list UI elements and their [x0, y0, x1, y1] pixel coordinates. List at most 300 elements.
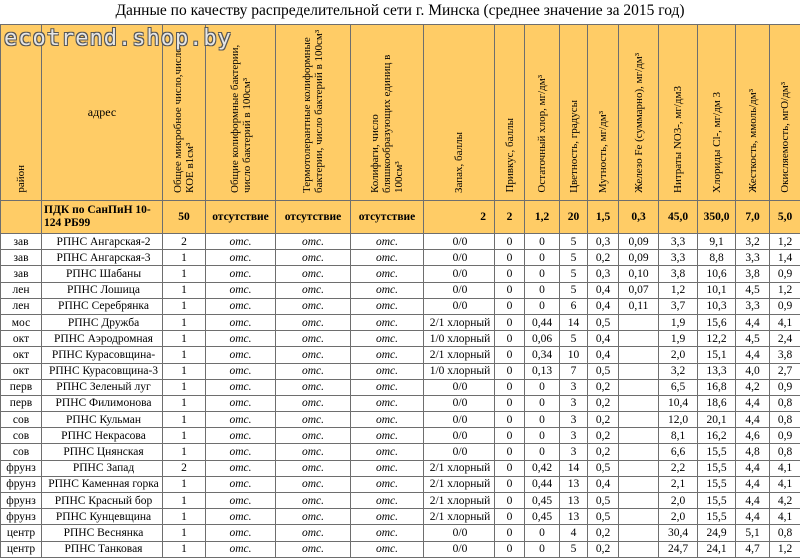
address-cell: РПНС Филимонова: [42, 395, 163, 411]
chlorides-cell: 20,1: [698, 412, 736, 428]
color-cell: 3: [560, 412, 588, 428]
district-cell: фрунз: [1, 493, 42, 509]
coliform-cell: отс.: [206, 250, 276, 266]
color-cell: 4: [560, 525, 588, 541]
chlorides-cell: 15,5: [698, 493, 736, 509]
district-cell: сов: [1, 444, 42, 460]
coliform-cell: отс.: [206, 460, 276, 476]
table-row: [1, 395, 800, 411]
microbial-cell: 1: [163, 509, 206, 525]
iron-cell: [619, 476, 659, 492]
hardness-cell: 4,7: [736, 541, 770, 557]
color-cell: 3: [560, 395, 588, 411]
coliform-cell: отс.: [206, 444, 276, 460]
color-cell: 13: [560, 509, 588, 525]
microbial-cell: 1: [163, 444, 206, 460]
thermotolerant-cell: отс.: [276, 541, 351, 557]
thermotolerant-cell: отс.: [276, 428, 351, 444]
col-header-thermotolerant: Термотолерантные колиформные бактерии, число бактерий в 100см³: [276, 25, 351, 201]
turbidity-cell: 0,2: [588, 428, 619, 444]
turbidity-cell: 0,2: [588, 395, 619, 411]
taste-cell: 0: [495, 395, 525, 411]
hardness-cell: 4,4: [736, 314, 770, 330]
coliphages-cell: отс.: [351, 476, 424, 492]
col-header-oxidizability: Окисляемость, мгО/дм³: [770, 25, 800, 201]
coliphages-cell: отс.: [351, 250, 424, 266]
thermotolerant-cell: отс.: [276, 509, 351, 525]
iron-cell: [619, 541, 659, 557]
chlorides-cell: 24,9: [698, 525, 736, 541]
table-row: [1, 428, 800, 444]
taste-cell: 0: [495, 250, 525, 266]
iron-cell: [619, 347, 659, 363]
chlorine-cell: 0,45: [525, 493, 560, 509]
district-cell: зав: [1, 234, 42, 250]
iron-cell: [619, 444, 659, 460]
district-cell: зав: [1, 250, 42, 266]
thermotolerant-cell: отс.: [276, 525, 351, 541]
address-cell: РПНС Шабаны: [42, 266, 163, 282]
chlorine-cell: 0,34: [525, 347, 560, 363]
col-header-odor: Запах, баллы: [424, 25, 495, 201]
oxidizability-cell: 3,8: [770, 347, 800, 363]
district-cell: сов: [1, 428, 42, 444]
nitrates-cell: 24,7: [659, 541, 698, 557]
color-cell: 7: [560, 363, 588, 379]
thermotolerant-cell: отс.: [276, 363, 351, 379]
color-cell: 5: [560, 234, 588, 250]
address-cell: РПНС Запад: [42, 460, 163, 476]
table-row: [1, 282, 800, 298]
col-header-taste: Привкус, баллы: [495, 25, 525, 201]
microbial-cell: 1: [163, 266, 206, 282]
table-row: [1, 266, 800, 282]
turbidity-cell: 0,4: [588, 476, 619, 492]
coliform-cell: отс.: [206, 379, 276, 395]
microbial-cell: 1: [163, 282, 206, 298]
color-cell: 3: [560, 428, 588, 444]
odor-cell: 0/0: [424, 379, 495, 395]
turbidity-cell: 0,2: [588, 525, 619, 541]
chlorides-cell: 15,5: [698, 476, 736, 492]
coliphages-cell: отс.: [351, 493, 424, 509]
pdk-value: 0,3: [619, 201, 659, 234]
coliform-cell: отс.: [206, 282, 276, 298]
chlorides-cell: 15,5: [698, 460, 736, 476]
odor-cell: 2/1 хлорный: [424, 476, 495, 492]
pdk-value: 2: [424, 201, 495, 234]
chlorine-cell: 0,13: [525, 363, 560, 379]
district-cell: перв: [1, 395, 42, 411]
hardness-cell: 4,4: [736, 460, 770, 476]
address-cell: РПНС Зеленый луг: [42, 379, 163, 395]
chlorides-cell: 8,8: [698, 250, 736, 266]
coliform-cell: отс.: [206, 395, 276, 411]
color-cell: 14: [560, 460, 588, 476]
chlorides-cell: 10,6: [698, 266, 736, 282]
odor-cell: 0/0: [424, 541, 495, 557]
chlorides-cell: 12,2: [698, 331, 736, 347]
coliphages-cell: отс.: [351, 509, 424, 525]
address-cell: РПНС Курасовщина-: [42, 347, 163, 363]
nitrates-cell: 2,0: [659, 493, 698, 509]
microbial-cell: 1: [163, 412, 206, 428]
nitrates-cell: 1,9: [659, 331, 698, 347]
chlorine-cell: 0: [525, 282, 560, 298]
color-cell: 6: [560, 298, 588, 314]
turbidity-cell: 0,4: [588, 331, 619, 347]
address-cell: РПНС Серебрянка: [42, 298, 163, 314]
hardness-cell: 5,1: [736, 525, 770, 541]
nitrates-cell: 1,2: [659, 282, 698, 298]
hardness-cell: 4,5: [736, 331, 770, 347]
iron-cell: 0,09: [619, 234, 659, 250]
taste-cell: 0: [495, 379, 525, 395]
coliphages-cell: отс.: [351, 234, 424, 250]
hardness-cell: 4,2: [736, 379, 770, 395]
odor-cell: 0/0: [424, 250, 495, 266]
turbidity-cell: 0,2: [588, 412, 619, 428]
odor-cell: 2/1 хлорный: [424, 460, 495, 476]
turbidity-cell: 0,2: [588, 541, 619, 557]
turbidity-cell: 0,3: [588, 234, 619, 250]
chlorine-cell: 0: [525, 444, 560, 460]
hardness-cell: 4,4: [736, 395, 770, 411]
coliphages-cell: отс.: [351, 525, 424, 541]
iron-cell: [619, 395, 659, 411]
nitrates-cell: 3,8: [659, 266, 698, 282]
chlorine-cell: 0,45: [525, 509, 560, 525]
microbial-cell: 2: [163, 460, 206, 476]
district-cell: фрунз: [1, 476, 42, 492]
chlorine-cell: 0: [525, 412, 560, 428]
pdk-value: 45,0: [659, 201, 698, 234]
coliform-cell: отс.: [206, 412, 276, 428]
odor-cell: 0/0: [424, 234, 495, 250]
address-cell: РПНС Цнянская: [42, 444, 163, 460]
coliform-cell: отс.: [206, 331, 276, 347]
taste-cell: 0: [495, 363, 525, 379]
turbidity-cell: 0,5: [588, 509, 619, 525]
coliphages-cell: отс.: [351, 282, 424, 298]
nitrates-cell: 6,5: [659, 379, 698, 395]
microbial-cell: 1: [163, 428, 206, 444]
nitrates-cell: 3,2: [659, 363, 698, 379]
chlorine-cell: 0: [525, 266, 560, 282]
chlorine-cell: 0: [525, 250, 560, 266]
hardness-cell: 4,5: [736, 282, 770, 298]
chlorine-cell: 0,44: [525, 314, 560, 330]
color-cell: 5: [560, 282, 588, 298]
microbial-cell: 1: [163, 314, 206, 330]
nitrates-cell: 3,3: [659, 234, 698, 250]
microbial-cell: 1: [163, 250, 206, 266]
hardness-cell: 4,8: [736, 444, 770, 460]
oxidizability-cell: 1,2: [770, 234, 800, 250]
iron-cell: [619, 428, 659, 444]
table-row: [1, 509, 800, 525]
taste-cell: 0: [495, 266, 525, 282]
coliform-cell: отс.: [206, 476, 276, 492]
coliphages-cell: отс.: [351, 460, 424, 476]
taste-cell: 0: [495, 525, 525, 541]
chlorine-cell: 0: [525, 428, 560, 444]
odor-cell: 0/0: [424, 266, 495, 282]
coliform-cell: отс.: [206, 525, 276, 541]
col-header-hardness: Жесткость, ммоль/дм³: [736, 25, 770, 201]
address-cell: РПНС Ангарская-2: [42, 234, 163, 250]
address-cell: РПНС Кульман: [42, 412, 163, 428]
pdk-value: 2: [495, 201, 525, 234]
oxidizability-cell: 0,9: [770, 428, 800, 444]
chlorides-cell: 9,1: [698, 234, 736, 250]
coliform-cell: отс.: [206, 314, 276, 330]
district-cell: окт: [1, 347, 42, 363]
turbidity-cell: 0,5: [588, 314, 619, 330]
address-cell: РПНС Некрасова: [42, 428, 163, 444]
hardness-cell: 4,4: [736, 412, 770, 428]
iron-cell: [619, 363, 659, 379]
microbial-cell: 2: [163, 234, 206, 250]
col-header-coliphages: Колифаги, число бляшкообразующих единиц в 100см³: [351, 25, 424, 201]
pdk-value: 350,0: [698, 201, 736, 234]
odor-cell: 0/0: [424, 444, 495, 460]
hardness-cell: 4,0: [736, 363, 770, 379]
iron-cell: [619, 493, 659, 509]
col-header-district: район: [1, 25, 42, 201]
thermotolerant-cell: отс.: [276, 444, 351, 460]
hardness-cell: 3,2: [736, 234, 770, 250]
col-header-color: Цветность, градусы: [560, 25, 588, 201]
chlorides-cell: 24,1: [698, 541, 736, 557]
taste-cell: 0: [495, 444, 525, 460]
microbial-cell: 1: [163, 298, 206, 314]
iron-cell: 0,10: [619, 266, 659, 282]
chlorine-cell: 0: [525, 541, 560, 557]
address-cell: РПНС Кунцевщина: [42, 509, 163, 525]
chlorine-cell: 0: [525, 395, 560, 411]
turbidity-cell: 0,2: [588, 250, 619, 266]
col-header-iron: Железо Fe (суммарно), мг/дм³: [619, 25, 659, 201]
oxidizability-cell: 0,8: [770, 412, 800, 428]
oxidizability-cell: 0,8: [770, 444, 800, 460]
oxidizability-cell: 1,2: [770, 282, 800, 298]
nitrates-cell: 10,4: [659, 395, 698, 411]
table-row: [1, 363, 800, 379]
turbidity-cell: 0,3: [588, 266, 619, 282]
taste-cell: 0: [495, 493, 525, 509]
taste-cell: 0: [495, 412, 525, 428]
coliform-cell: отс.: [206, 493, 276, 509]
oxidizability-cell: 1,4: [770, 250, 800, 266]
chlorides-cell: 15,5: [698, 444, 736, 460]
nitrates-cell: 2,0: [659, 347, 698, 363]
thermotolerant-cell: отс.: [276, 476, 351, 492]
thermotolerant-cell: отс.: [276, 460, 351, 476]
address-cell: РПНС Красный бор: [42, 493, 163, 509]
microbial-cell: 1: [163, 525, 206, 541]
oxidizability-cell: 0,9: [770, 266, 800, 282]
chlorides-cell: 16,8: [698, 379, 736, 395]
hardness-cell: 3,3: [736, 250, 770, 266]
turbidity-cell: 0,5: [588, 460, 619, 476]
coliphages-cell: отс.: [351, 331, 424, 347]
odor-cell: 0/0: [424, 282, 495, 298]
hardness-cell: 3,8: [736, 266, 770, 282]
pdk-value: 50: [163, 201, 206, 234]
coliphages-cell: отс.: [351, 314, 424, 330]
microbial-cell: 1: [163, 347, 206, 363]
microbial-cell: 1: [163, 493, 206, 509]
col-header-nitrates: Нитраты NO3-, мг/дм3: [659, 25, 698, 201]
odor-cell: 0/0: [424, 412, 495, 428]
microbial-cell: 1: [163, 395, 206, 411]
address-cell: РПНС Танковая: [42, 541, 163, 557]
color-cell: 13: [560, 476, 588, 492]
table-row: [1, 541, 800, 557]
odor-cell: 1/0 хлорный: [424, 331, 495, 347]
coliphages-cell: отс.: [351, 363, 424, 379]
table-row: [1, 379, 800, 395]
district-cell: окт: [1, 331, 42, 347]
iron-cell: [619, 509, 659, 525]
hardness-cell: 4,6: [736, 428, 770, 444]
iron-cell: [619, 331, 659, 347]
odor-cell: 2/1 хлорный: [424, 347, 495, 363]
oxidizability-cell: 2,4: [770, 331, 800, 347]
table-row: [1, 476, 800, 492]
hardness-cell: 4,4: [736, 493, 770, 509]
microbial-cell: 1: [163, 363, 206, 379]
col-header-turbidity: Мутность, мг/дм³: [588, 25, 619, 201]
color-cell: 5: [560, 250, 588, 266]
thermotolerant-cell: отс.: [276, 347, 351, 363]
table-row: [1, 234, 800, 250]
table-row: [1, 331, 800, 347]
pdk-empty: [1, 201, 42, 234]
coliphages-cell: отс.: [351, 395, 424, 411]
pdk-value: 5,0: [770, 201, 800, 234]
district-cell: окт: [1, 363, 42, 379]
coliphages-cell: отс.: [351, 347, 424, 363]
district-cell: фрунз: [1, 509, 42, 525]
oxidizability-cell: 4,1: [770, 509, 800, 525]
color-cell: 5: [560, 541, 588, 557]
color-cell: 5: [560, 331, 588, 347]
color-cell: 14: [560, 314, 588, 330]
nitrates-cell: 30,4: [659, 525, 698, 541]
taste-cell: 0: [495, 282, 525, 298]
thermotolerant-cell: отс.: [276, 298, 351, 314]
chlorides-cell: 15,6: [698, 314, 736, 330]
turbidity-cell: 0,2: [588, 444, 619, 460]
iron-cell: [619, 379, 659, 395]
pdk-value: отсутствие: [351, 201, 424, 234]
chlorides-cell: 10,1: [698, 282, 736, 298]
thermotolerant-cell: отс.: [276, 493, 351, 509]
microbial-cell: 1: [163, 476, 206, 492]
oxidizability-cell: 2,7: [770, 363, 800, 379]
coliform-cell: отс.: [206, 266, 276, 282]
nitrates-cell: 3,3: [659, 250, 698, 266]
turbidity-cell: 0,4: [588, 282, 619, 298]
iron-cell: [619, 460, 659, 476]
table-row: [1, 444, 800, 460]
address-cell: РПНС Дружба: [42, 314, 163, 330]
pdk-value: отсутствие: [206, 201, 276, 234]
pdk-label: ПДК по СанПиН 10-124 РБ99: [42, 201, 163, 234]
address-cell: РПНС Каменная горка: [42, 476, 163, 492]
chlorine-cell: 0,42: [525, 460, 560, 476]
coliphages-cell: отс.: [351, 428, 424, 444]
thermotolerant-cell: отс.: [276, 282, 351, 298]
col-header-address: адрес: [42, 25, 163, 201]
coliphages-cell: отс.: [351, 379, 424, 395]
district-cell: перв: [1, 379, 42, 395]
hardness-cell: 3,3: [736, 298, 770, 314]
odor-cell: 2/1 хлорный: [424, 509, 495, 525]
iron-cell: [619, 412, 659, 428]
col-header-chlorine: Остаточный хлор, мг/дм³: [525, 25, 560, 201]
turbidity-cell: 0,5: [588, 363, 619, 379]
thermotolerant-cell: отс.: [276, 314, 351, 330]
taste-cell: 0: [495, 460, 525, 476]
chlorides-cell: 15,1: [698, 347, 736, 363]
turbidity-cell: 0,4: [588, 298, 619, 314]
thermotolerant-cell: отс.: [276, 412, 351, 428]
water-quality-table: [0, 24, 800, 558]
chlorides-cell: 18,6: [698, 395, 736, 411]
taste-cell: 0: [495, 347, 525, 363]
chlorine-cell: 0: [525, 234, 560, 250]
table-row: [1, 314, 800, 330]
pdk-value: 7,0: [736, 201, 770, 234]
chlorine-cell: 0: [525, 298, 560, 314]
watermark: ecotrend.shop.by: [4, 26, 232, 51]
table-row: [1, 493, 800, 509]
color-cell: 3: [560, 444, 588, 460]
table-row: [1, 525, 800, 541]
col-header-microbial: Общее микробное число,число КОЕ в1см³: [163, 25, 206, 201]
nitrates-cell: 8,1: [659, 428, 698, 444]
coliform-cell: отс.: [206, 428, 276, 444]
thermotolerant-cell: отс.: [276, 379, 351, 395]
chlorides-cell: 16,2: [698, 428, 736, 444]
coliphages-cell: отс.: [351, 412, 424, 428]
coliphages-cell: отс.: [351, 298, 424, 314]
district-cell: мос: [1, 314, 42, 330]
pdk-value: 1,2: [525, 201, 560, 234]
oxidizability-cell: 0,8: [770, 395, 800, 411]
district-cell: лен: [1, 298, 42, 314]
odor-cell: 0/0: [424, 525, 495, 541]
hardness-cell: 4,4: [736, 509, 770, 525]
oxidizability-cell: 4,1: [770, 314, 800, 330]
coliform-cell: отс.: [206, 509, 276, 525]
table-row: [1, 460, 800, 476]
address-cell: РПНС Ангарская-3: [42, 250, 163, 266]
nitrates-cell: 3,7: [659, 298, 698, 314]
col-header-coliform: Общие колиформные бактерии, число бактерий в 100см³: [206, 25, 276, 201]
nitrates-cell: 6,6: [659, 444, 698, 460]
pdk-value: 1,5: [588, 201, 619, 234]
nitrates-cell: 1,9: [659, 314, 698, 330]
chlorides-cell: 10,3: [698, 298, 736, 314]
coliform-cell: отс.: [206, 234, 276, 250]
chlorides-cell: 13,3: [698, 363, 736, 379]
color-cell: 13: [560, 493, 588, 509]
turbidity-cell: 0,2: [588, 379, 619, 395]
